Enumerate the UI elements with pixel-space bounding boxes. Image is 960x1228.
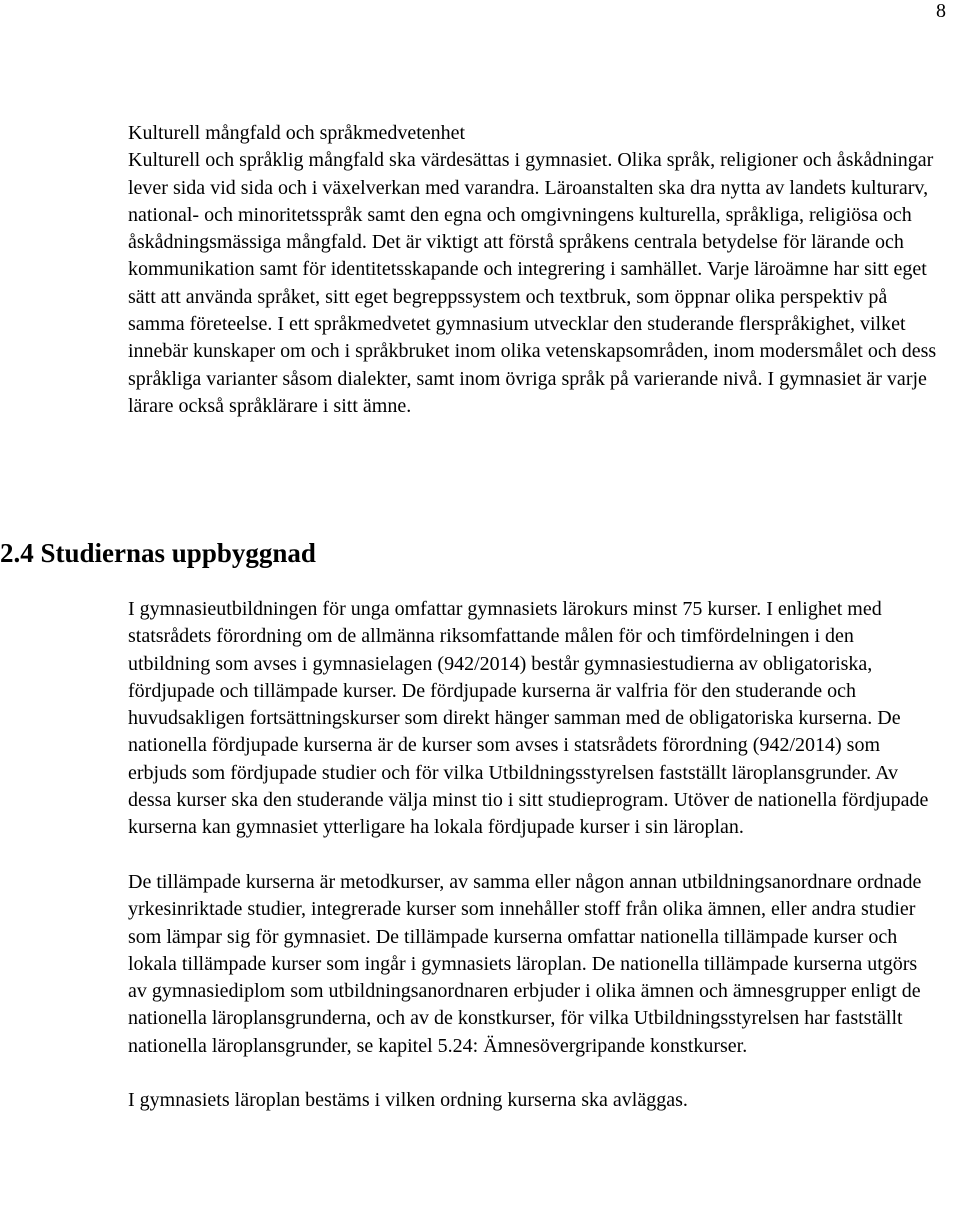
- section-study-structure: [128, 596, 940, 1115]
- paragraph-applied-courses: De tillämpade kurserna är metodkurser, av samma eller någon annan utbildningsanordnare ordnade yrkesinriktade studier, integrerade kurser som innehåller stoff från olika ämnen, eller andra studier som lämpar sig för gymnasiet. De tillämpade kurserna omfattar nationella tillämpade kurser och lokala tillämpade kurser som ingår i gymnasiets läroplan. De nationella tillämpade kurserna utgörs av gymnasiediplom som utbildningsanordnaren erbjuder i olika ämnen och ämnesgrupper enligt de nationella läroplansgrunderna, och av de konstkurser, för vilka Utbildningsstyrelsen har fastställt nationella läroplansgrunder, se kapitel 5.24: Ämnesövergripande konstkurser.: [128, 870, 922, 1057]
- page-number: 8: [936, 0, 946, 22]
- section-body: Kulturell och språklig mångfald ska värdesättas i gymnasiet. Olika språk, religioner och åskådningar lever sida vid sida och i växelverkan med varandra. Läroanstalten ska dra nytta av landets kulturarv, national- och minoritetsspråk samt den egna och omgivningens kulturella, språkliga, religiösa och åskådningsmässiga mångfald. Det är viktigt att förstå språkens centrala betydelse för lärande och kommunikation samt för identitetsskapande och integrering i samhället. Varje läroämne har sitt eget sätt att använda språket, sitt eget begreppssystem och textbruk, som öppnar olika perspektiv på samma företeelse. I ett språkmedvetet gymnasium utvecklar den studerande flerspråkighet, vilket innebär kunskaper om och i språkbruket inom olika vetenskapsområden, inom modersmålet och dess språkliga varianter såsom dialekter, samt inom övriga språk på varierande nivå. I gymnasiet är varje lärare också språklärare i sitt ämne.: [128, 149, 937, 417]
- section-title: Kulturell mångfald och språkmedvetenhet: [128, 122, 466, 144]
- heading-text: 2.4 Studiernas uppbyggnad: [0, 538, 316, 568]
- chapter-heading: [0, 537, 316, 569]
- paragraph-course-structure: I gymnasieutbildningen för unga omfattar gymnasiets lärokurs minst 75 kurser. I enlighet med statsrådets förordning om de allmänna riksomfattande målen för och timfördelningen i den utbildning som avses i gymnasielagen (942/2014) består gymnasiestudierna av obligatoriska, fördjupade och tillämpade kurser. De fördjupade kurserna är valfria för den studerande och huvudsakligen fortsättningskurser som direkt hänger samman med de obligatoriska kurserna. De nationella fördjupade kurserna är de kurser som avses i statsrådets förordning (942/2014) som erbjuds som fördjupade studier och för vilka Utbildningsstyrelsen fastställt läroplansgrunder. Av dessa kurser ska den studerande välja minst tio i sitt studieprogram. Utöver de nationella fördjupade kurserna kan gymnasiet ytterligare ha lokala fördjupade kurser i sin läroplan.: [128, 598, 929, 839]
- paragraph-spacer: [128, 842, 940, 869]
- section-cultural-diversity: [128, 120, 940, 420]
- paragraph-course-order: I gymnasiets läroplan bestäms i vilken ordning kurserna ska avläggas.: [128, 1089, 688, 1112]
- paragraph-spacer: [128, 1060, 940, 1087]
